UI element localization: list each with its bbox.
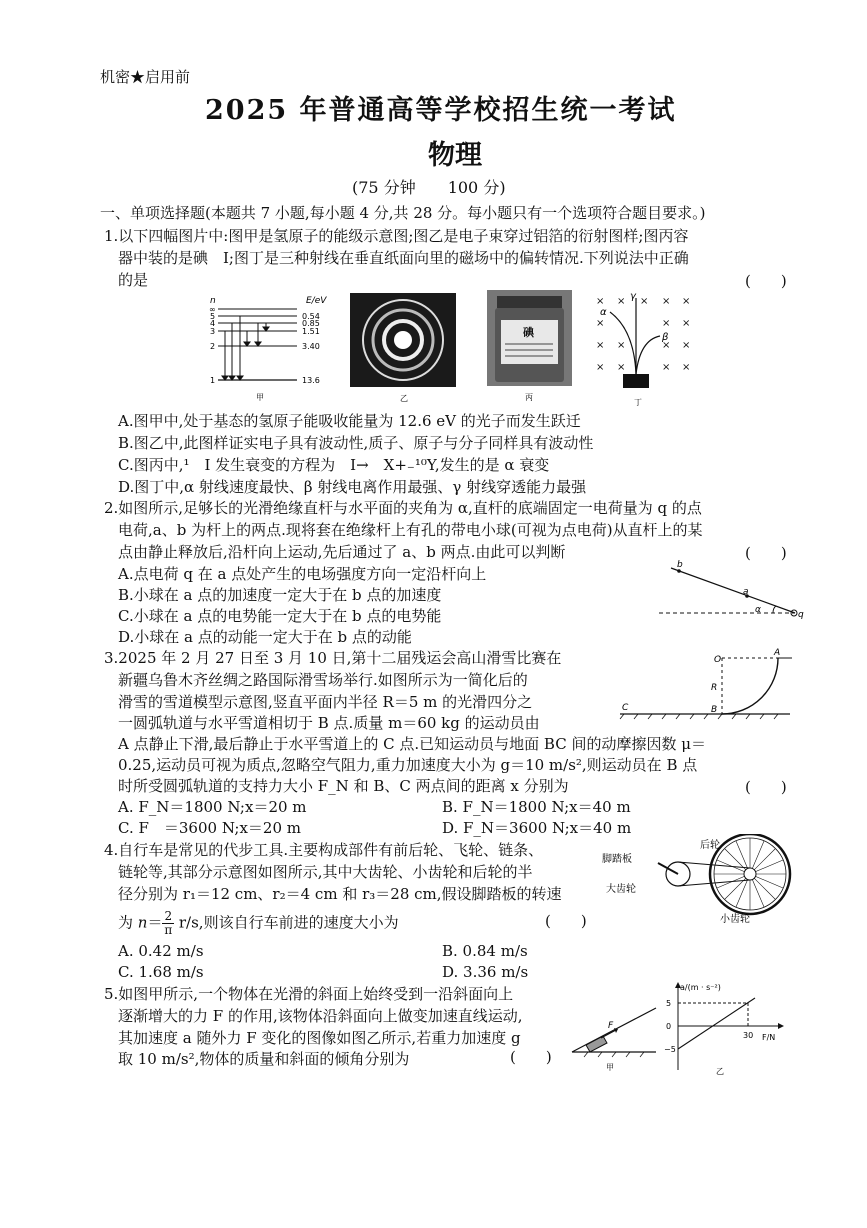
energy-level-diagram <box>200 292 340 404</box>
q3-stem-line: 一圆弧轨道与水平雪道相切于 B 点.质量 m＝60 kg 的运动员由 <box>118 714 540 732</box>
svg-text:×: × <box>617 362 626 373</box>
q3-stem-line: 新疆乌鲁木齐丝绸之路国际滑雪场举行.如图所示为一简化后的 <box>118 671 528 689</box>
point-o-label: O <box>714 655 722 665</box>
point-b-label: b <box>677 560 683 570</box>
q2-stem-line: 点由静止释放后,沿杆向上运动,先后通过了 a、b 两点.由此可以判断 <box>118 543 566 561</box>
iodine-jar-photo <box>487 290 572 405</box>
big-gear-label: 大齿轮 <box>606 884 636 895</box>
q4-option-b[interactable]: B. 0.84 m/s <box>442 942 528 960</box>
svg-text:×: × <box>682 318 691 329</box>
point-b-label: B <box>711 705 718 715</box>
diffraction-pattern <box>350 293 456 405</box>
ski-track-figure <box>610 644 800 720</box>
q1-option-a[interactable]: A.图甲中,处于基态的氢原子能吸收能量为 12.6 eV 的光子而发生跃迁 <box>118 412 581 430</box>
q1-stem-line: 的是 <box>118 271 149 289</box>
q2-stem-line: 2.如图所示,足够长的光滑绝缘直杆与水平面的夹角为 α,直杆的底端固定一电荷量为 q 的点 <box>104 499 702 517</box>
x-axis-label: F/N <box>762 1033 776 1042</box>
q3-option-a[interactable]: A. F_N＝1800 N;x＝20 m <box>118 798 307 816</box>
svg-text:×: × <box>662 362 671 373</box>
beta-track <box>636 336 660 374</box>
q3-option-c[interactable]: C. F ＝3600 N;x＝20 m <box>118 819 302 837</box>
q2-option-b[interactable]: B.小球在 a 点的加速度一定大于在 b 点的加速度 <box>118 586 442 604</box>
q2-stem-line: 电荷,a、b 为杆上的两点.现将套在绝缘杆上有孔的带电小球(可视为点电荷)从直杆上的某 <box>118 521 703 539</box>
a-vs-f-graph <box>658 980 794 1076</box>
fig-jia-label: 甲 <box>606 1063 614 1072</box>
point-a-label: a <box>743 587 749 597</box>
angle-arc <box>773 606 776 613</box>
q5-stem-line: 逐渐增大的力 F 的作用,该物体沿斜面向上做变加速直线运动, <box>118 1007 523 1025</box>
svg-text:×: × <box>596 296 605 307</box>
incline-hatching <box>584 1052 644 1057</box>
exam-meta: (75 分钟 100 分) <box>352 178 506 197</box>
svg-text:×: × <box>640 296 649 307</box>
fig-bing-label: 丙 <box>525 393 533 402</box>
x-tick-30: 30 <box>743 1031 754 1040</box>
small-gear-label: 小齿轮 <box>720 914 750 924</box>
block <box>586 1036 607 1052</box>
svg-text:×: × <box>596 318 605 329</box>
level-4-value: 0.85 <box>302 319 320 328</box>
alpha-angle-label: α <box>755 605 761 615</box>
fig-jia-label: 甲 <box>256 393 264 402</box>
q2-option-d[interactable]: D.小球在 a 点的动能一定大于在 b 点的动能 <box>118 628 412 646</box>
n-label: n <box>210 296 216 306</box>
q5-stem-line: 取 10 m/s²,物体的质量和斜面的倾角分别为 <box>118 1050 410 1068</box>
q3-answer-paren: ( ) <box>745 778 787 796</box>
radius-r-label: R <box>711 683 718 693</box>
svg-text:×: × <box>617 296 626 307</box>
force-f-label: F <box>608 1021 614 1031</box>
q1-option-d[interactable]: D.图丁中,α 射线速度最快、β 射线电离作用最强、γ 射线穿透能力最强 <box>118 478 587 496</box>
incline-surface <box>572 1008 656 1052</box>
incline-block-figure <box>568 1000 660 1074</box>
q3-stem-line: 0.25,运动员可视为质点,忽略空气阻力,重力加速度大小为 g＝10 m/s²,则运动员在 B 点 <box>118 756 698 774</box>
level-1-value: 13.6 <box>302 376 320 385</box>
beta-label: β <box>662 332 669 343</box>
exam-title: 2025 年普通高等学校招生统一考试 <box>205 95 677 126</box>
svg-text:×: × <box>682 296 691 307</box>
svg-text:×: × <box>596 340 605 351</box>
charge-q-label: q <box>798 610 804 620</box>
svg-text:×: × <box>662 318 671 329</box>
rays-magnetic-field <box>590 290 695 408</box>
q2-option-a[interactable]: A.点电荷 q 在 a 点处产生的电场强度方向一定沿杆向上 <box>118 565 487 583</box>
point-a-label: A <box>774 648 781 658</box>
bicycle-gear-figure <box>600 834 810 924</box>
q1-answer-paren: ( ) <box>745 272 787 290</box>
svg-text:×: × <box>682 340 691 351</box>
pedal-crank <box>658 863 678 874</box>
q4-stem-line: 为 n＝ $\frac{2}{\pi}$ r/s,则该自行车前进的速度大小为 <box>118 909 399 937</box>
a-f-line <box>678 998 755 1049</box>
q4-option-a[interactable]: A. 0.42 m/s <box>118 942 204 960</box>
q4-stem-line: 4.自行车是常见的代步工具.主要构成部件有前后轮、飞轮、链条、 <box>104 841 544 859</box>
level-1-label: 1 <box>210 376 216 385</box>
q1-option-b[interactable]: B.图乙中,此图样证实电子具有波动性,质子、原子与分子同样具有波动性 <box>118 434 594 452</box>
level-3-value: 1.51 <box>302 327 320 336</box>
subject-title: 物理 <box>428 140 482 171</box>
svg-text:×: × <box>596 362 605 373</box>
small-gear <box>744 868 756 880</box>
level-3-label: 3 <box>210 327 216 336</box>
gamma-label: γ <box>630 291 636 302</box>
q3-option-b[interactable]: B. F_N＝1800 N;x＝40 m <box>442 798 631 816</box>
ground-hatching <box>620 714 778 719</box>
radioactive-source <box>623 374 649 388</box>
insulating-rod <box>671 568 795 613</box>
circular-arc-track <box>722 658 778 714</box>
q5-answer-paren: ( ) <box>510 1048 552 1066</box>
fig-yi-label: 乙 <box>400 394 408 403</box>
y-tick-0: 0 <box>666 1022 672 1031</box>
q1-stem-line: 1.以下四幅图片中:图甲是氢原子的能级示意图;图乙是电子束穿过铝箔的衍射图样;图丙容 <box>104 227 689 245</box>
jar-label: 碘 <box>523 326 534 339</box>
fig-yi-label: 乙 <box>716 1067 724 1076</box>
q4-stem-line: 链轮等,其部分示意图如图所示,其中大齿轮、小齿轮和后轮的半 <box>118 863 533 881</box>
svg-text:×: × <box>617 340 626 351</box>
y-axis-label: a/(m · s⁻²) <box>680 983 721 992</box>
q3-stem-line: 时所受圆弧轨道的支持力大小 F_N 和 B、C 两点间的距离 x 分别为 <box>118 777 569 795</box>
level-2-label: 2 <box>210 342 216 351</box>
energy-axis-label: E/eV <box>306 296 327 306</box>
y-tick-neg5: −5 <box>664 1045 676 1054</box>
svg-text:×: × <box>662 340 671 351</box>
q3-stem-line: A 点静止下滑,最后静止于水平雪道上的 C 点.已知运动员与地面 BC 间的动摩擦因数 μ＝ <box>118 735 706 753</box>
q4-stem-line: 径分别为 r₁＝12 cm、r₂＝4 cm 和 r₃＝28 cm,假设脚踏板的转速 <box>118 885 562 903</box>
svg-text:×: × <box>662 296 671 307</box>
field-crosses <box>596 296 690 373</box>
q1-stem-line: 器中装的是碘 I;图丁是三种射线在垂直纸面向里的磁场中的偏转情况.下列说法中正确 <box>118 249 689 267</box>
level-5-value: 0.54 <box>302 312 320 321</box>
fraction-denominator: π <box>164 923 173 937</box>
point-c-label: C <box>622 703 629 713</box>
q3-option-d[interactable]: D. F_N＝3600 N;x＝40 m <box>442 819 632 837</box>
q2-option-c[interactable]: C.小球在 a 点的电势能一定大于在 b 点的电势能 <box>118 607 442 625</box>
svg-text:×: × <box>682 362 691 373</box>
section-heading: 一、单项选择题(本题共 7 小题,每小题 4 分,共 28 分。每小题只有一个选项符合题目要求。) <box>100 204 706 222</box>
fraction <box>162 910 174 937</box>
q4-answer-paren: ( ) <box>545 912 587 930</box>
q3-stem-line: 3.2025 年 2 月 27 日至 3 月 10 日,第十二届残运会高山滑雪比赛在 <box>104 649 562 667</box>
inclined-rod-figure <box>655 560 805 624</box>
fraction-numerator: 2 <box>164 909 173 923</box>
q4-option-d[interactable]: D. 3.36 m/s <box>442 963 529 981</box>
q1-option-c[interactable]: C.图丙中,¹ I 发生衰变的方程为 I→ X+₋¹⁰Y,发生的是 α 衰变 <box>118 456 550 474</box>
q4-option-c[interactable]: C. 1.68 m/s <box>118 963 204 981</box>
fig-ding-label: 丁 <box>634 398 642 407</box>
level-2-value: 3.40 <box>302 342 320 351</box>
q5-stem-line: 其加速度 a 随外力 F 变化的图像如图乙所示,若重力加速度 g <box>118 1029 521 1047</box>
infinity-label: ∞ <box>209 305 216 314</box>
y-tick-5: 5 <box>666 999 672 1008</box>
rear-wheel-label: 后轮 <box>700 840 720 851</box>
force-f-arrow <box>601 1030 616 1038</box>
transition-arrows <box>222 316 269 380</box>
level-4-label: 4 <box>210 319 216 328</box>
q3-stem-line: 滑雪的雪道模型示意图,竖直平面内半径 R＝5 m 的光滑四分之 <box>118 693 533 711</box>
pedal-label: 脚踏板 <box>602 854 632 865</box>
level-5-label: 5 <box>210 312 216 321</box>
confidential-mark: 机密★启用前 <box>100 68 191 86</box>
alpha-label: α <box>600 307 607 318</box>
q5-stem-line: 5.如图甲所示,一个物体在光滑的斜面上始终受到一沿斜面向上 <box>104 985 514 1003</box>
q2-answer-paren: ( ) <box>745 544 787 562</box>
